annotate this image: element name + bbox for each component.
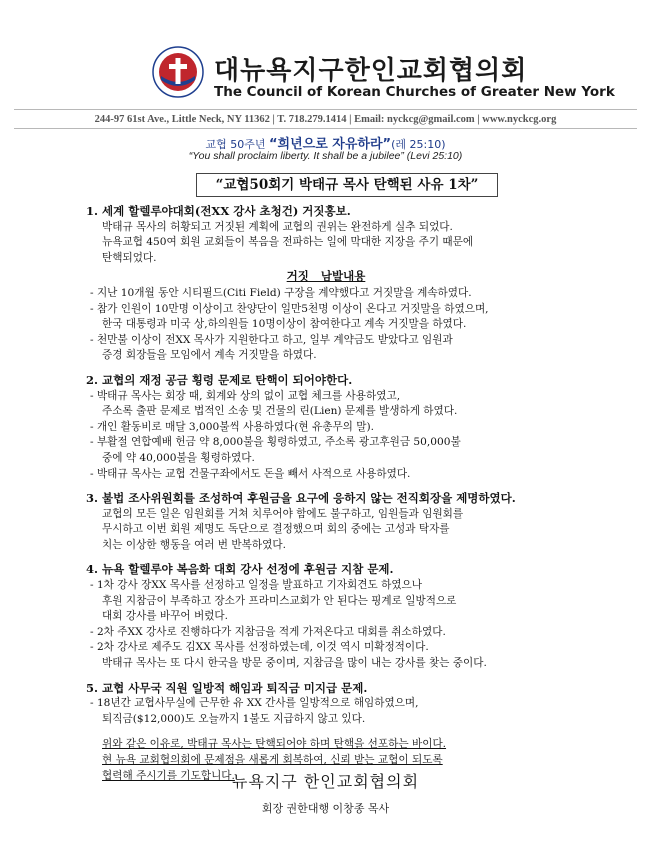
section-1-bullet-cont: 증경 회장들을 모임에서 계속 거짓말을 하였다. — [102, 349, 317, 362]
section-1-text: 뉴욕교협 450여 회원 교회들이 복음을 전파하는 일에 막대한 지장을 주기 때문에 — [102, 236, 474, 249]
org-name-english: The Council of Korean Churches of Greater New York — [214, 84, 615, 100]
section-2-bullet: - 박태규 목사는 교협 건물구좌에서도 돈을 빼서 사적으로 사용하였다. — [90, 467, 411, 480]
section-4-bullet: - 2차 강사로 제주도 김XX 목사를 선정하였는데, 이것 역시 미확정적이다. — [90, 641, 429, 654]
section-4-bullet-cont: 후원 지참금이 부족하고 장소가 프라미스교회가 안 된다는 핑계로 일방적으로 — [102, 594, 457, 607]
section-1-text: 탄핵되었다. — [102, 251, 157, 264]
closing-statement: 협력해 주시기를 기도합니다. — [102, 769, 235, 782]
section-2-bullet: - 부활절 연합예배 헌금 약 8,000불을 횡령하였고, 주소록 광고후원금 50,000불 — [90, 436, 461, 449]
section-1-bullet: - 천만불 이상이 전XX 목사가 지원한다고 하고, 일부 계약금도 받았다고 임원과 — [90, 333, 453, 346]
motto-reference: (레 25:10) — [391, 138, 446, 151]
section-5-bullet-cont: 퇴직금($12,000)도 오늘까지 1불도 지급하지 않고 있다. — [102, 712, 366, 725]
header-divider-bottom — [14, 128, 637, 129]
document-title: “교협50회기 박태규 목사 탄핵된 사유 1차” — [196, 173, 498, 197]
section-1-bullet-cont: 한국 대통령과 미국 상,하의원들 10명이상이 참여한다고 계속 거짓말을 하였다. — [102, 318, 467, 331]
section-3-text: 무시하고 이번 회원 제명도 독단으로 결정했으며 회의 중에는 고성과 탁자를 — [102, 523, 450, 536]
section-1-bullet: - 참가 인원이 10만명 이상이고 찬양단이 일만5천명 이상이 온다고 거짓말을 하였으며, — [90, 302, 489, 315]
section-2-bullet: - 개인 활동비로 매달 3,000불씩 사용하였다(현 유총무의 말). — [90, 420, 375, 433]
section-1-subheading: 거짓 남발내용 — [286, 269, 366, 284]
contact-address: 244-97 61st Ave., Little Neck, NY 11362 | T. 718.279.1414 | Email: nyckcg@gmail.com | www.nyckcg.org — [94, 114, 557, 125]
motto-english: “You shall proclaim liberty. It shall be a jubilee” (Levi 25:10) — [188, 150, 463, 162]
header-divider-top — [14, 109, 637, 110]
org-name-korean: 대뉴욕지구한인교회협의회 — [214, 56, 528, 86]
section-2-heading: 2. 교협의 재정 공금 횡령 문제로 탄핵이 되어야한다. — [86, 372, 353, 387]
section-4-heading: 4. 뉴욕 할렐루야 복음화 대회 강사 선정에 후원금 지참 문제. — [86, 562, 394, 577]
section-2-bullet: - 박태규 목사는 회장 때, 회계와 상의 없이 교협 체크를 사용하였고, — [90, 389, 401, 402]
section-2-bullet-cont: 중에 약 40,000불을 횡령하였다. — [102, 451, 255, 464]
section-1-bullet: - 지난 10개월 동안 시티필드(Citi Field) 구장을 계약했다고 거짓말을 계속하였다. — [90, 286, 472, 299]
closing-statement: 위와 같은 이유로, 박태규 목사는 탄핵되어야 하며 탄핵을 선포하는 바이다. — [102, 738, 447, 751]
section-1-text: 박태규 목사의 허황되고 거짓된 계획에 교협의 권위는 완전하게 실추 되었다. — [102, 220, 453, 233]
section-4-bullet-cont: 대회 강사를 바꾸어 버렸다. — [102, 610, 229, 623]
section-4-bullet-cont: 박태규 목사는 또 다시 한국을 방문 중이며, 지참금을 많이 내는 강사를 찾는 중이다. — [102, 657, 487, 670]
section-3-text: 교협의 모든 일은 임원회를 거쳐 치루어야 함에도 불구하고, 임원들과 임원회를 — [102, 507, 464, 520]
section-5-bullet: - 18년간 교협사무실에 근무한 유 XX 간사를 일방적으로 해임하였으며, — [90, 697, 419, 710]
document-body — [86, 204, 566, 784]
section-3-text: 치는 이상한 행동을 여러 번 반복하였다. — [102, 538, 286, 551]
motto-prefix: 교협 50주년 — [205, 138, 269, 151]
motto-main: “희년으로 자유하라” — [269, 137, 392, 152]
section-1-heading: 1. 세계 할렐루야대회(전XX 강사 초청건) 거짓홍보. — [86, 204, 351, 218]
signature-organization: 뉴욕지구 한인교회협의회 — [231, 772, 420, 791]
section-4-bullet: - 2차 주XX 강사로 진행하다가 지참금을 적게 가져온다고 대회를 취소하였다. — [90, 625, 446, 638]
section-2-bullet-cont: 주소록 출판 문제로 법적인 소송 및 건물의 린(Lien) 문제를 발생하게 하였다. — [102, 405, 458, 418]
signature-name: 회장 권한대행 이창종 목사 — [261, 802, 390, 815]
section-3-heading: 3. 불법 조사위원회를 조성하여 후원금을 요구에 응하지 않는 전직회장을 제명하였다. — [86, 491, 516, 506]
section-5-heading: 5. 교협 사무국 직원 일방적 해임과 퇴직금 미지급 문제. — [86, 680, 368, 695]
section-4-bullet: - 1차 강사 장XX 목사를 선정하고 일정을 발표하고 기자회견도 하였으나 — [90, 579, 423, 592]
council-logo-icon — [152, 46, 204, 98]
closing-statement: 현 뉴욕 교회협의회에 문제점을 새롭게 회복하여, 신뢰 받는 교협이 되도록 — [102, 754, 443, 766]
